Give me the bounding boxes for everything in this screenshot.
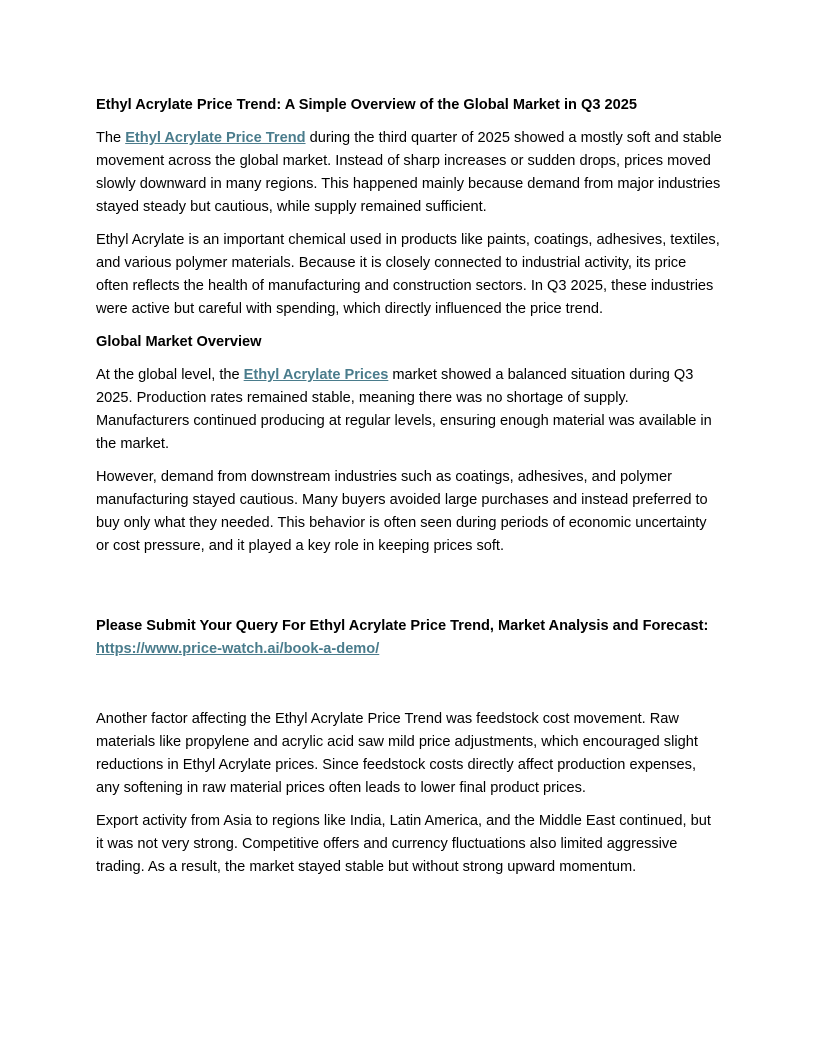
page-title: Ethyl Acrylate Price Trend: A Simple Overview of the Global Market in Q3 2025 (96, 97, 637, 113)
feedstock-paragraph: Another factor affecting the Ethyl Acrylate Price Trend was feedstock cost movement. Raw materials like propylene and acrylic acid saw mild price adjustments, which encouraged slight reductions in Ethyl Acrylate prices. Since feedstock costs directly affect production expenses, any softening in raw material prices often leads to lower final product prices. (96, 711, 698, 796)
price-trend-link[interactable]: Ethyl Acrylate Price Trend (125, 130, 306, 146)
overview-text-before: At the global level, the (96, 367, 244, 383)
section-heading: Global Market Overview (96, 334, 262, 350)
prices-link[interactable]: Ethyl Acrylate Prices (243, 367, 389, 383)
spacer (96, 661, 722, 708)
intro-paragraph (96, 127, 722, 219)
document-page (96, 94, 722, 889)
demand-paragraph: However, demand from downstream industries such as coatings, adhesives, and polymer manufacturing stayed cautious. Many buyers avoided large purchases and instead preferred to buy only what they needed. This behavior is often seen during periods of economic uncertainty or cost pressure, and it played a key role in keeping prices soft. (96, 469, 708, 554)
intro-text-after: during the third quarter of 2025 showed a mostly soft and stable movement across the global market. Instead of sharp increases or sudden drops, prices moved slowly downward in many regions. This happened mainly because demand from major industries stayed steady but cautious, while supply remained sufficient. (96, 130, 722, 215)
query-text: Please Submit Your Query For Ethyl Acrylate Price Trend, Market Analysis and Forecast: (96, 618, 709, 634)
spacer (96, 568, 722, 615)
overview-text-after: market showed a balanced situation during Q3 2025. Production rates remained stable, meaning there was no shortage of supply. Manufacturers continued producing at regular levels, ensuring enough material was available in the market. (96, 367, 712, 452)
global-overview-paragraph (96, 364, 722, 456)
book-demo-link[interactable]: https://www.price-watch.ai/book-a-demo/ (96, 641, 380, 657)
query-callout (96, 615, 722, 661)
export-paragraph: Export activity from Asia to regions like India, Latin America, and the Middle East continued, but it was not very strong. Competitive offers and currency fluctuations also limited aggressive trading. As a result, the market stayed stable but without strong upward momentum. (96, 813, 711, 875)
intro-text-before: The (96, 130, 126, 146)
background-paragraph: Ethyl Acrylate is an important chemical used in products like paints, coatings, adhesives, textiles, and various polymer materials. Because it is closely connected to industrial activity, its price often reflects the health of manufacturing and construction sectors. In Q3 2025, these industries were active but careful with spending, which directly influenced the price trend. (96, 232, 720, 317)
